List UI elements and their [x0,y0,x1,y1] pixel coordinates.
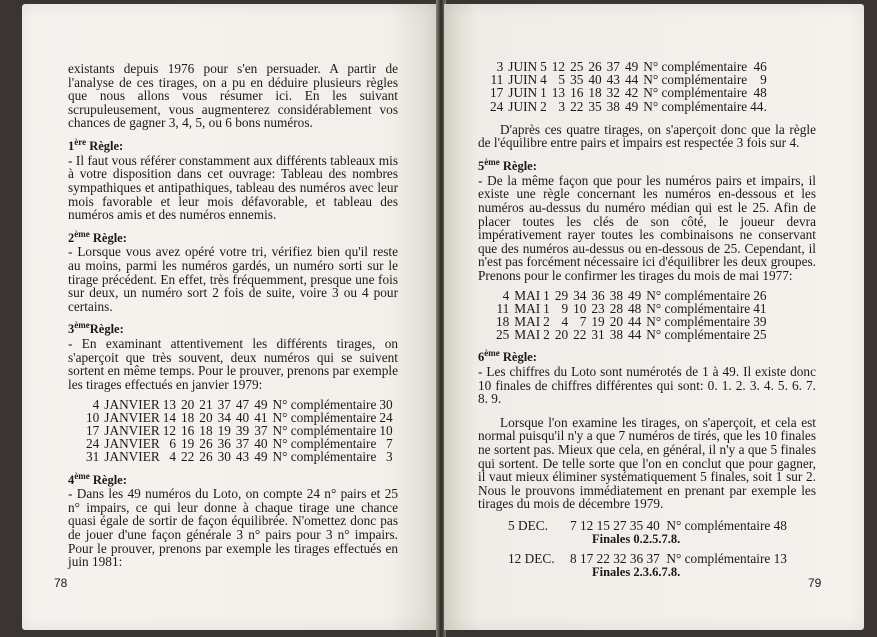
drawn-number: 12 [162,422,176,438]
draw-month: JANVIER [104,436,160,452]
drawn-number: 1 [543,287,550,303]
complementary-label: N° complémentaire [272,422,377,438]
draw-day: 3 [496,59,504,74]
draw-row [86,398,398,411]
drawn-number: 21 [199,396,213,412]
left-page-text [68,62,398,569]
drawn-number: 2 [543,313,550,329]
drawn-number: 36 [591,287,605,303]
drawn-number: 1 [543,300,550,316]
december-drawn-numbers: 7 12 15 27 35 40 [570,518,660,533]
draw-month: JANVIER [104,409,160,425]
drawn-number: 34 [573,287,587,303]
rule-3-heading: 3èmeRègle: [68,320,124,337]
december-draw-date: 12 DEC. [508,551,555,567]
december-draw [508,519,816,546]
drawn-number: 23 [591,300,605,316]
drawn-number: 4 [561,313,569,329]
drawn-number: 42 [624,85,639,101]
complementary-label: N° complémentaire [643,72,748,88]
drawn-number: 29 [554,287,569,303]
drawn-number: 20 [181,396,195,412]
draw-row [496,328,772,341]
complementary-label: N° complémentaire [272,436,377,452]
drawn-number: 18 [181,409,195,425]
drawn-number: 6 [169,436,176,452]
june-comment: D'après ces quatre tirages, on s'aperçoit donc que la règle de l'équilibre entre pairs et impairs est respectée 3 fois sur 4. [478,121,816,151]
complementary-number: 30 [379,396,393,412]
drawn-number: 37 [217,396,231,412]
draw-row [86,411,398,424]
drawn-number: 26 [199,436,213,452]
drawn-number: 12 [551,59,566,74]
drawn-number: 35 [588,98,602,114]
december-draw-line [508,519,816,533]
drawn-number: 10 [573,300,587,316]
june-draws-table [490,60,772,113]
draw-day: 10 [86,409,100,425]
complementary-number: 46 [753,59,767,74]
drawn-number: 37 [254,422,268,438]
december-complementary: N° complémentaire 13 [659,551,787,567]
drawn-number: 26 [199,449,213,465]
december-draws [508,519,816,579]
complementary-label: N° complémentaire [646,287,751,303]
right-page [444,4,864,630]
drawn-number: 37 [235,436,250,452]
december-draw-date: 5 DEC. [508,518,548,533]
drawn-number: 3 [558,98,566,114]
drawn-number: 49 [624,59,639,74]
draw-day: 11 [490,72,504,88]
intro-paragraph: existants depuis 1976 pour s'en persuader. A partir de l'analyse de ces tirages, on a pu en déduire plusieurs règles que nous allons vous résumer ici. En les suivant scrupuleusement, vous augmenterez considérablement vos chances de gagner 3, 4, 5, ou 6 bons numéros. [68,61,398,131]
complementary-number: 7 [386,436,393,452]
drawn-number: 28 [609,300,623,316]
drawn-number: 5 [558,72,566,88]
draw-day: 4 [502,287,510,303]
drawn-number: 9 [561,300,569,316]
drawn-number: 48 [628,300,642,316]
drawn-number: 41 [254,409,268,425]
draw-month: MAI [514,327,541,343]
rule-2-text: - Lorsque vous avez opéré votre tri, vérifiez bien qu'il reste au moins, parmi les numéros gardés, un numéro sorti sur le tirage précédent. En effet, très fréquemment, presque une fois sur deux, un numéro sort 2 fois de suite, voire 3 ou 4 pour certains. [68,244,398,314]
complementary-number: 41 [753,300,767,316]
drawn-number: 22 [181,449,195,465]
drawn-number: 47 [235,396,250,412]
draw-row [86,450,398,463]
rule-5-heading: 5ème Règle: [478,157,537,174]
draw-day: 4 [92,396,100,412]
drawn-number: 4 [540,72,547,88]
drawn-number: 16 [570,85,584,101]
drawn-number: 31 [591,327,605,343]
draw-month: MAI [514,300,541,316]
rule-1-heading: 1ère Règle: [68,136,124,154]
draw-row [496,302,772,315]
rule-3-text: - En examinant attentivement les différents tirages, on s'aperçoit que très souvent, deux numéros qui se suivent sortent en même temps. Pour le prouver, prenons par exemple les tirages effectués en janvier 1979: [68,336,398,392]
complementary-number: 3 [386,449,393,465]
drawn-number: 44 [628,313,642,329]
drawn-number: 40 [254,436,268,452]
draw-day: 25 [496,327,510,343]
draw-month: JUIN [508,59,538,74]
drawn-number: 19 [217,422,231,438]
draw-day: 18 [496,313,510,329]
draw-day: 17 [490,85,504,101]
drawn-number: 2 [540,98,547,114]
december-draw-line [508,552,816,566]
drawn-number: 19 [181,436,195,452]
complementary-number: 39 [753,313,767,329]
rule-4-text: - Dans les 49 numéros du Loto, on compte 24 n° pairs et 25 n° impairs, ce qui leur donne à chaque tirage une chance quasi égale de sortir de façon équilibrée. N'omettez donc pas de jouer d'une façon générale 3 n° pairs pour 3 n° impairs. Pour le prouver, prenons par exemple les tirages effectués en juin 1981: [68,486,398,570]
complementary-label: N° complémentaire [272,396,377,412]
finales-paragraph: Lorsque l'on examine les tirages, on s'aperçoit, et cela est normal puisqu'il n'y a que 7 numéros de tirés, que les 10 finales ne sortent pas. Mieux que cela, en général, il n'y a que 5 finales qui sortent. De telle sorte que l'on en conclut que pour gagner, il vaut mieux éliminer systématiquement 5 finales, soit 1 sur 2. Nous le prouvons immédiatement en prenant par exemple les tirages du mois de décembre 1979. [478,414,816,512]
rule-6-text: - Les chiffres du Loto sont numérotés de 1 à 49. Il existe donc 10 finales de chiffres différentes qui sont: 0. 1. 2. 3. 4. 5. 6. 7. 8. 9. [478,364,816,407]
drawn-number: 7 [579,313,587,329]
draw-row [496,289,772,302]
rule-4-heading: 4ème Règle: [68,470,127,487]
may-draws-table [496,289,772,342]
drawn-number: 49 [254,396,268,412]
drawn-number: 30 [217,449,231,465]
drawn-number: 22 [570,98,584,114]
drawn-number: 1 [540,85,547,101]
drawn-number: 43 [606,72,620,88]
december-drawn-numbers: 8 17 22 32 36 37 [570,551,660,567]
complementary-number: 9 [760,72,767,88]
draw-day: 17 [86,422,100,438]
complementary-label: N° complémentaire [643,85,748,101]
complementary-number: 48 [753,85,767,101]
drawn-number: 39 [235,422,250,438]
draw-month: JUIN [508,98,538,114]
drawn-number: 43 [235,449,250,465]
january-draws-table [86,398,398,464]
right-page-text [478,60,816,579]
rule-1-text: - Il faut vous référer constamment aux différents tableaux mis à votre disposition dans cet ouvrage: Tableau des nombres sympathiques et antipathiques, tableau des numéros avec leur mois favorable et leur mois défavorable, et tableau des numéros amis et des numéros ennemis. [68,152,398,223]
draw-row [490,100,772,113]
drawn-number: 26 [588,59,602,74]
drawn-number: 35 [570,72,584,88]
complementary-label: N° complémentaire [646,300,751,316]
drawn-number: 25 [570,59,584,74]
complementary-label: N° complémentaire [643,59,748,74]
drawn-number: 40 [235,409,250,425]
december-finales: Finales 0.2.5.7.8. [592,531,681,546]
page-number-right: 79 [808,576,822,590]
drawn-number: 38 [609,327,623,343]
complementary-label: N° complémentaire [646,313,751,329]
draw-month: JANVIER [104,396,160,412]
complementary-number: 44. [750,98,767,114]
draw-day: 31 [86,449,100,465]
rule-5-text: - De la même façon que pour les numéros pairs et impairs, il existe une règle concernant les numéros en-dessous et les numéros au-dessus du numéro médian qui est le 25. Afin de placer toutes les clés de son côté, le joueur devra impérativement rayer toutes les combinaisons ne conservant que des numéros au-dessus ou en-dessous de 25. Cependant, il n'est pas forcément nécessaire ici d'équilibrer les deux groupes. Prenons pour le confirmer les tirages du mois de mai 1977: [478,172,816,283]
drawn-number: 36 [217,436,231,452]
drawn-number: 19 [591,313,605,329]
draw-day: 24 [490,98,504,114]
drawn-number: 40 [588,72,602,88]
december-finales: Finales 2.3.6.7.8. [592,564,681,579]
drawn-number: 44 [628,327,642,343]
drawn-number: 49 [628,287,642,303]
december-complementary: N° complémentaire 48 [659,518,787,533]
drawn-number: 38 [609,287,623,303]
drawn-number: 18 [588,85,602,101]
draw-month: JANVIER [104,449,160,465]
drawn-number: 44 [624,72,639,88]
drawn-number: 38 [606,98,620,114]
drawn-number: 5 [540,59,547,74]
complementary-number: 24 [379,409,393,425]
december-draw [508,552,816,579]
draw-day: 24 [86,436,100,452]
page-number-left: 78 [54,576,68,590]
drawn-number: 20 [554,327,569,343]
drawn-number: 4 [169,449,176,465]
drawn-number: 37 [606,59,620,74]
drawn-number: 14 [162,409,176,425]
drawn-number: 32 [606,85,620,101]
draw-month: MAI [514,313,541,329]
draw-month: JANVIER [104,422,160,438]
draw-row [490,86,772,99]
drawn-number: 16 [181,422,195,438]
drawn-number: 18 [199,422,213,438]
draw-month: MAI [514,287,541,303]
complementary-number: 26 [753,287,767,303]
drawn-number: 49 [624,98,639,114]
drawn-number: 20 [199,409,213,425]
drawn-number: 2 [543,327,550,343]
draw-month: JUIN [508,72,538,88]
complementary-label: N° complémentaire [272,449,377,465]
complementary-label: N° complémentaire [646,327,751,343]
rule-2-heading: 2ème Règle: [68,228,127,245]
draw-month: JUIN [508,85,538,101]
drawn-number: 13 [162,396,176,412]
complementary-number: 25 [753,327,767,343]
complementary-number: 10 [379,422,393,438]
drawn-number: 20 [609,313,623,329]
draw-day: 11 [496,300,510,316]
drawn-number: 34 [217,409,231,425]
complementary-label: N° complémentaire [643,98,748,114]
drawn-number: 13 [551,85,566,101]
drawn-number: 22 [573,327,587,343]
drawn-number: 49 [254,449,268,465]
complementary-label: N° complémentaire [272,409,377,425]
left-page [22,4,438,630]
rule-6-heading: 6ème Règle: [478,348,537,365]
